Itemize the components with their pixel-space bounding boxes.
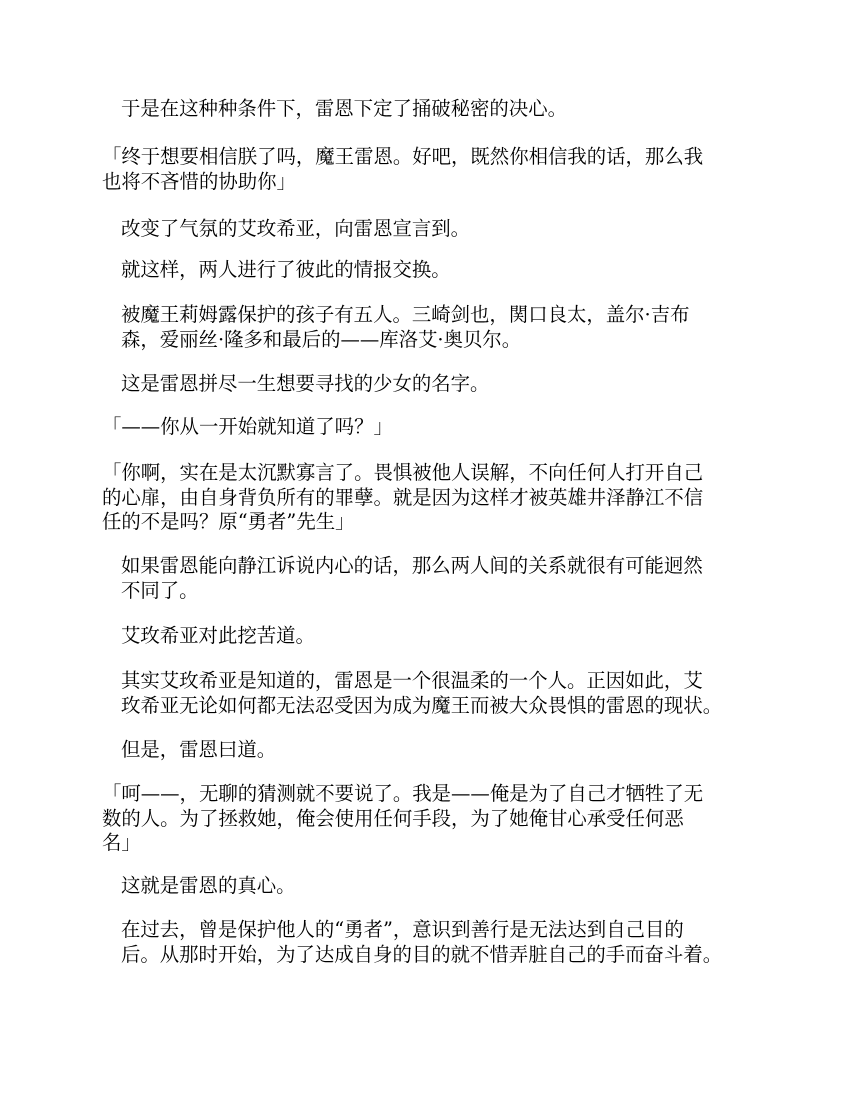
text-line: 其实艾玫希亚是知道的，雷恩是一个很温柔的一个人。正因如此，艾 — [121, 669, 703, 692]
paragraph — [102, 461, 748, 535]
paragraph — [102, 624, 748, 649]
text-line: 如果雷恩能向静江诉说内心的话，那么两人间的关系就很有可能迥然 — [121, 554, 703, 577]
text-line: 「终于想要相信朕了吗，魔王雷恩。好吧，既然你相信我的话，那么我 — [102, 145, 704, 168]
paragraph — [102, 918, 748, 967]
text-line: 森，爱丽丝·隆多和最后的——库洛艾·奥贝尔。 — [121, 327, 522, 351]
text-line: 但是，雷恩曰道。 — [121, 738, 277, 761]
document-page — [102, 0, 748, 1100]
paragraph — [102, 782, 748, 856]
text-line: 被魔王莉姆露保护的孩子有五人。三崎剑也，関口良太，盖尔·吉布 — [121, 303, 690, 326]
text-line: 「——你从一开始就知道了吗？」 — [102, 415, 393, 438]
paragraph — [102, 669, 748, 718]
text-line: 也将不吝惜的协助你」 — [102, 169, 296, 193]
text-line: 「你啊，实在是太沉默寡言了。畏惧被他人误解，不向任何人打开自己 — [102, 461, 704, 484]
text-line: 艾玫希亚对此挖苦道。 — [121, 624, 315, 647]
paragraph — [102, 372, 748, 397]
text-line: 这是雷恩拼尽一生想要寻找的少女的名字。 — [121, 372, 490, 395]
text-line: 在过去，曾是保护他人的“勇者”，意识到善行是无法达到自己目的 — [121, 918, 684, 941]
paragraph — [102, 217, 748, 242]
text-line: 「呵——，无聊的猜测就不要说了。我是——俺是为了自己才牺牲了无 — [102, 782, 704, 805]
paragraph — [102, 145, 748, 194]
paragraph — [102, 738, 748, 763]
text-line: 后。从那时开始，为了达成自身的目的就不惜弄脏自己的手而奋斗着。 — [121, 942, 723, 966]
text-line: 的心扉，由自身背负所有的罪孽。就是因为这样才被英雄井泽静江不信 — [102, 485, 704, 509]
text-line: 就这样，两人进行了彼此的情报交换。 — [121, 258, 451, 281]
text-line: 名」 — [102, 831, 141, 855]
paragraph — [102, 554, 748, 603]
text-line: 改变了气氛的艾玫希亚，向雷恩宣言到。 — [121, 217, 471, 240]
paragraph — [102, 415, 748, 440]
paragraph — [102, 97, 748, 122]
text-line: 玫希亚无论如何都无法忍受因为成为魔王而被大众畏惧的雷恩的现状。 — [121, 693, 723, 717]
paragraph — [102, 303, 748, 352]
text-line: 任的不是吗？原“勇者”先生」 — [102, 510, 355, 534]
text-line: 数的人。为了拯救她，俺会使用任何手段，为了她俺甘心承受任何恶 — [102, 806, 684, 830]
text-line: 这就是雷恩的真心。 — [121, 874, 296, 897]
text-line: 不同了。 — [121, 578, 199, 602]
paragraph — [102, 874, 748, 899]
paragraph — [102, 258, 748, 283]
text-line: 于是在这种种条件下，雷恩下定了捅破秘密的决心。 — [121, 97, 567, 120]
